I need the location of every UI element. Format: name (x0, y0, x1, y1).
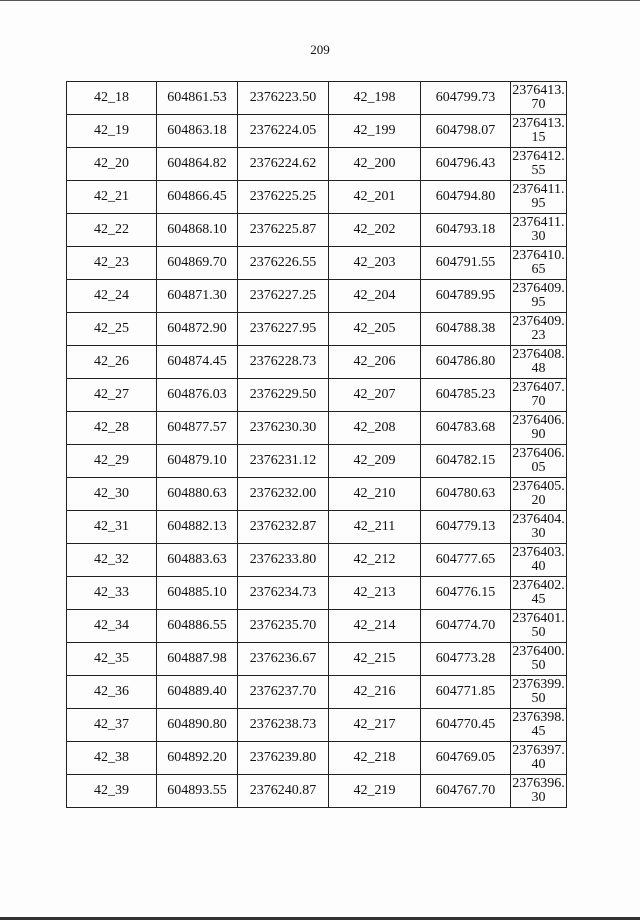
northing-right-cell (511, 511, 567, 544)
point-id-right-cell: 42_217 (329, 709, 421, 742)
easting-right-cell: 604777.65 (421, 544, 511, 577)
northing-left-cell: 2376234.73 (238, 577, 329, 610)
easting-left-cell: 604863.18 (157, 115, 238, 148)
point-id-right-cell: 42_206 (329, 346, 421, 379)
easting-right-cell: 604771.85 (421, 676, 511, 709)
table-row (67, 115, 567, 148)
point-id-right-cell: 42_207 (329, 379, 421, 412)
point-id-right-cell: 42_204 (329, 280, 421, 313)
easting-right-cell: 604782.15 (421, 445, 511, 478)
table-row (67, 511, 567, 544)
northing-left-cell: 2376224.62 (238, 148, 329, 181)
northing-right-cell (511, 709, 567, 742)
northing-right-cell (511, 412, 567, 445)
point-id-right-cell: 42_212 (329, 544, 421, 577)
table-row (67, 676, 567, 709)
point-id-left-cell: 42_34 (67, 610, 157, 643)
northing-right-cell (511, 478, 567, 511)
northing-right-line-1: 2376413.70 (512, 83, 565, 112)
northing-left-cell: 2376224.05 (238, 115, 329, 148)
point-id-left-cell: 42_21 (67, 181, 157, 214)
northing-right-line-1: 2376411.30 (512, 215, 565, 244)
northing-left-cell: 2376236.67 (238, 643, 329, 676)
easting-right-cell: 604783.68 (421, 412, 511, 445)
point-id-left-cell: 42_25 (67, 313, 157, 346)
easting-right-cell: 604767.70 (421, 775, 511, 808)
easting-left-cell: 604861.53 (157, 82, 238, 115)
point-id-left-cell: 42_29 (67, 445, 157, 478)
northing-right-line-1: 2376402.45 (512, 578, 565, 607)
easting-right-cell: 604794.80 (421, 181, 511, 214)
easting-left-cell: 604874.45 (157, 346, 238, 379)
northing-left-cell: 2376223.50 (238, 82, 329, 115)
easting-left-cell: 604871.30 (157, 280, 238, 313)
easting-right-cell: 604780.63 (421, 478, 511, 511)
easting-right-cell: 604791.55 (421, 247, 511, 280)
northing-left-cell: 2376226.55 (238, 247, 329, 280)
easting-left-cell: 604892.20 (157, 742, 238, 775)
easting-right-cell: 604773.28 (421, 643, 511, 676)
northing-left-cell: 2376240.87 (238, 775, 329, 808)
northing-left-cell: 2376225.25 (238, 181, 329, 214)
northing-right-line-1: 2376404.30 (512, 512, 565, 541)
point-id-right-cell: 42_214 (329, 610, 421, 643)
easting-left-cell: 604880.63 (157, 478, 238, 511)
easting-left-cell: 604882.13 (157, 511, 238, 544)
point-id-right-cell: 42_200 (329, 148, 421, 181)
point-id-left-cell: 42_36 (67, 676, 157, 709)
point-id-left-cell: 42_38 (67, 742, 157, 775)
northing-right-cell (511, 544, 567, 577)
point-id-left-cell: 42_39 (67, 775, 157, 808)
northing-right-cell (511, 346, 567, 379)
northing-right-line-1: 2376406.05 (512, 446, 565, 475)
northing-right-cell (511, 445, 567, 478)
northing-left-cell: 2376227.95 (238, 313, 329, 346)
easting-right-cell: 604798.07 (421, 115, 511, 148)
northing-right-cell (511, 280, 567, 313)
northing-right-line-1: 2376400.50 (512, 644, 565, 673)
point-id-right-cell: 42_198 (329, 82, 421, 115)
point-id-right-cell: 42_210 (329, 478, 421, 511)
northing-right-cell (511, 82, 567, 115)
point-id-left-cell: 42_35 (67, 643, 157, 676)
easting-left-cell: 604883.63 (157, 544, 238, 577)
northing-left-cell: 2376233.80 (238, 544, 329, 577)
northing-right-line-1: 2376412.55 (512, 149, 565, 178)
point-id-right-cell: 42_208 (329, 412, 421, 445)
table-row (67, 247, 567, 280)
northing-right-line-1: 2376407.70 (512, 380, 565, 409)
easting-left-cell: 604886.55 (157, 610, 238, 643)
northing-right-line-1: 2376403.40 (512, 545, 565, 574)
point-id-left-cell: 42_24 (67, 280, 157, 313)
point-id-left-cell: 42_22 (67, 214, 157, 247)
point-id-right-cell: 42_218 (329, 742, 421, 775)
point-id-right-cell: 42_213 (329, 577, 421, 610)
point-id-right-cell: 42_219 (329, 775, 421, 808)
point-id-right-cell: 42_203 (329, 247, 421, 280)
point-id-left-cell: 42_37 (67, 709, 157, 742)
page-top-edge (0, 0, 640, 1)
table-row (67, 544, 567, 577)
northing-right-line-1: 2376409.23 (512, 314, 565, 343)
table-row (67, 709, 567, 742)
coordinates-table-body (67, 82, 567, 808)
point-id-left-cell: 42_20 (67, 148, 157, 181)
northing-right-line-1: 2376397.40 (512, 743, 565, 772)
point-id-left-cell: 42_19 (67, 115, 157, 148)
northing-left-cell: 2376232.87 (238, 511, 329, 544)
table-row (67, 478, 567, 511)
easting-left-cell: 604866.45 (157, 181, 238, 214)
northing-right-line-1: 2376410.65 (512, 248, 565, 277)
table-row (67, 445, 567, 478)
point-id-left-cell: 42_26 (67, 346, 157, 379)
easting-right-cell: 604786.80 (421, 346, 511, 379)
easting-right-cell: 604770.45 (421, 709, 511, 742)
point-id-right-cell: 42_216 (329, 676, 421, 709)
point-id-right-cell: 42_211 (329, 511, 421, 544)
easting-left-cell: 604876.03 (157, 379, 238, 412)
northing-right-cell (511, 115, 567, 148)
easting-left-cell: 604893.55 (157, 775, 238, 808)
point-id-left-cell: 42_31 (67, 511, 157, 544)
point-id-right-cell: 42_209 (329, 445, 421, 478)
easting-left-cell: 604890.80 (157, 709, 238, 742)
table-row (67, 82, 567, 115)
easting-left-cell: 604868.10 (157, 214, 238, 247)
point-id-left-cell: 42_33 (67, 577, 157, 610)
table-row (67, 742, 567, 775)
northing-left-cell: 2376237.70 (238, 676, 329, 709)
easting-right-cell: 604776.15 (421, 577, 511, 610)
northing-left-cell: 2376231.12 (238, 445, 329, 478)
northing-right-line-1: 2376409.95 (512, 281, 565, 310)
table-row (67, 313, 567, 346)
table-row (67, 148, 567, 181)
table-row (67, 280, 567, 313)
northing-right-line-1: 2376401.50 (512, 611, 565, 640)
northing-right-cell (511, 181, 567, 214)
northing-right-cell (511, 313, 567, 346)
table-row (67, 181, 567, 214)
northing-right-line-1: 2376411.95 (512, 182, 565, 211)
northing-right-line-1: 2376399.50 (512, 677, 565, 706)
point-id-left-cell: 42_23 (67, 247, 157, 280)
table-row (67, 379, 567, 412)
easting-left-cell: 604885.10 (157, 577, 238, 610)
northing-left-cell: 2376235.70 (238, 610, 329, 643)
easting-right-cell: 604788.38 (421, 313, 511, 346)
easting-left-cell: 604869.70 (157, 247, 238, 280)
point-id-left-cell: 42_27 (67, 379, 157, 412)
point-id-right-cell: 42_215 (329, 643, 421, 676)
easting-right-cell: 604785.23 (421, 379, 511, 412)
table-row (67, 577, 567, 610)
table-row (67, 214, 567, 247)
northing-left-cell: 2376225.87 (238, 214, 329, 247)
easting-right-cell: 604799.73 (421, 82, 511, 115)
table-row (67, 643, 567, 676)
easting-left-cell: 604887.98 (157, 643, 238, 676)
table-row (67, 346, 567, 379)
northing-right-line-1: 2376405.20 (512, 479, 565, 508)
easting-right-cell: 604769.05 (421, 742, 511, 775)
easting-right-cell: 604789.95 (421, 280, 511, 313)
northing-right-line-1: 2376406.90 (512, 413, 565, 442)
northing-left-cell: 2376238.73 (238, 709, 329, 742)
northing-right-line-1: 2376396.30 (512, 776, 565, 805)
northing-right-line-1: 2376398.45 (512, 710, 565, 739)
point-id-left-cell: 42_18 (67, 82, 157, 115)
point-id-right-cell: 42_201 (329, 181, 421, 214)
point-id-left-cell: 42_30 (67, 478, 157, 511)
northing-right-cell (511, 577, 567, 610)
easting-left-cell: 604879.10 (157, 445, 238, 478)
northing-left-cell: 2376232.00 (238, 478, 329, 511)
northing-right-cell (511, 643, 567, 676)
northing-right-cell (511, 379, 567, 412)
northing-right-cell (511, 247, 567, 280)
northing-right-cell (511, 742, 567, 775)
easting-left-cell: 604872.90 (157, 313, 238, 346)
easting-right-cell: 604779.13 (421, 511, 511, 544)
northing-right-cell (511, 676, 567, 709)
easting-left-cell: 604877.57 (157, 412, 238, 445)
page-number: 209 (310, 42, 330, 57)
point-id-right-cell: 42_205 (329, 313, 421, 346)
northing-left-cell: 2376230.30 (238, 412, 329, 445)
easting-right-cell: 604774.70 (421, 610, 511, 643)
northing-right-cell (511, 610, 567, 643)
easting-left-cell: 604889.40 (157, 676, 238, 709)
coordinates-table (66, 81, 567, 808)
northing-left-cell: 2376227.25 (238, 280, 329, 313)
northing-right-cell (511, 148, 567, 181)
northing-left-cell: 2376228.73 (238, 346, 329, 379)
northing-right-cell (511, 214, 567, 247)
northing-left-cell: 2376229.50 (238, 379, 329, 412)
northing-right-line-1: 2376413.15 (512, 116, 565, 145)
easting-right-cell: 604793.18 (421, 214, 511, 247)
table-row (67, 775, 567, 808)
point-id-right-cell: 42_199 (329, 115, 421, 148)
easting-left-cell: 604864.82 (157, 148, 238, 181)
northing-right-cell (511, 775, 567, 808)
table-row (67, 412, 567, 445)
point-id-left-cell: 42_28 (67, 412, 157, 445)
point-id-right-cell: 42_202 (329, 214, 421, 247)
northing-right-line-1: 2376408.48 (512, 347, 565, 376)
table-row (67, 610, 567, 643)
northing-left-cell: 2376239.80 (238, 742, 329, 775)
easting-right-cell: 604796.43 (421, 148, 511, 181)
point-id-left-cell: 42_32 (67, 544, 157, 577)
